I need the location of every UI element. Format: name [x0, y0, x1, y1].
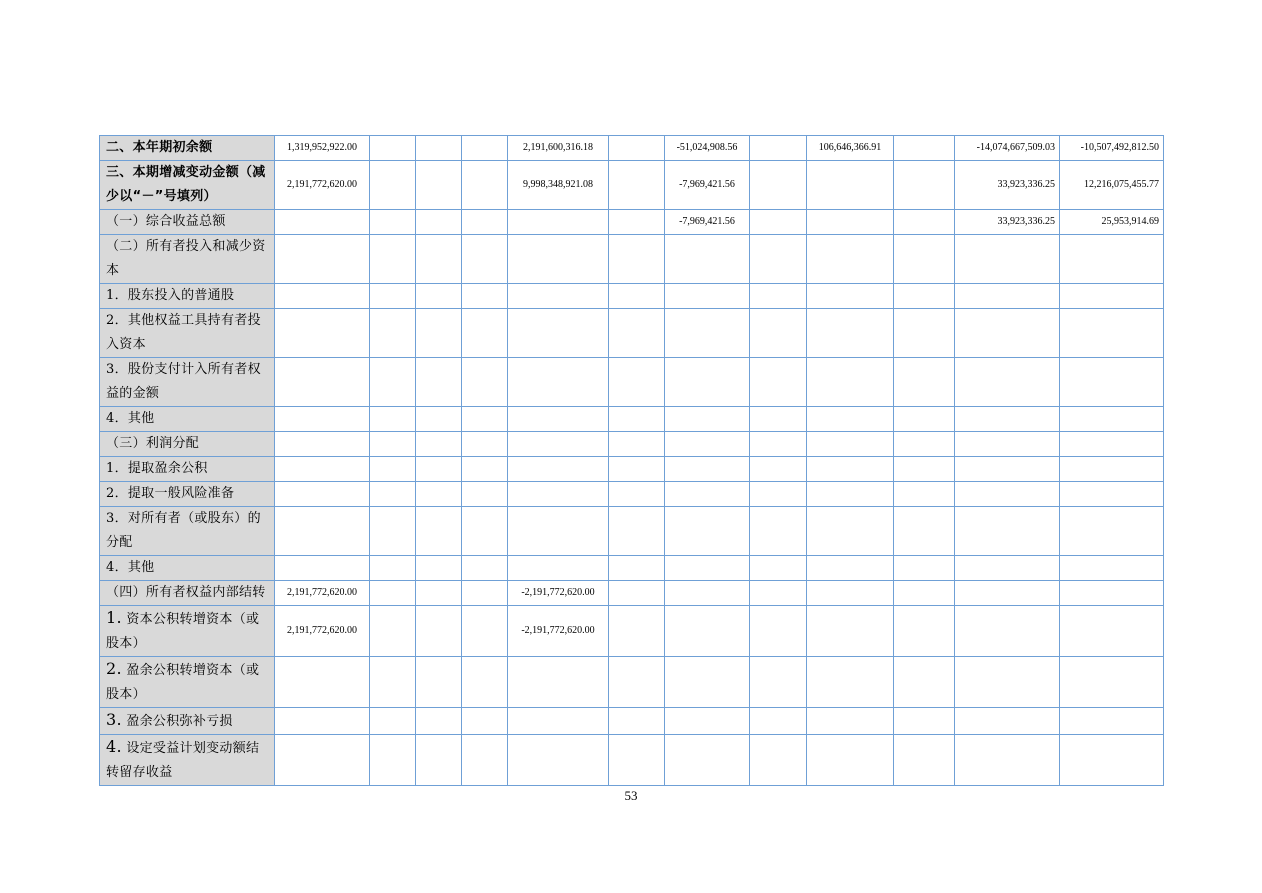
table-cell: 12,216,075,455.77	[1060, 161, 1164, 210]
table-cell	[807, 161, 894, 210]
table-cell	[807, 358, 894, 407]
table-cell	[609, 136, 665, 161]
table-row	[100, 136, 1164, 161]
table-cell	[462, 358, 508, 407]
table-cell	[894, 581, 955, 606]
table-cell	[370, 457, 416, 482]
table-cell	[665, 708, 750, 735]
table-cell	[665, 482, 750, 507]
table-cell	[807, 556, 894, 581]
table-cell	[416, 284, 462, 309]
row-label-text: 设定受益计划变动额结转留存收益	[106, 741, 260, 780]
table-cell	[894, 161, 955, 210]
table-cell	[807, 482, 894, 507]
table-cell	[955, 581, 1060, 606]
table-cell	[1060, 309, 1164, 358]
table-cell	[955, 657, 1060, 708]
table-cell	[462, 657, 508, 708]
table-cell	[665, 432, 750, 457]
table-cell	[508, 482, 609, 507]
table-cell	[750, 708, 807, 735]
table-cell	[416, 235, 462, 284]
table-cell: -51,024,908.56	[665, 136, 750, 161]
table-cell	[508, 358, 609, 407]
table-cell	[609, 457, 665, 482]
table-cell	[370, 161, 416, 210]
table-cell	[462, 708, 508, 735]
table-row	[100, 161, 1164, 210]
table-cell	[955, 507, 1060, 556]
table-cell	[665, 407, 750, 432]
table-cell	[750, 457, 807, 482]
table-cell	[416, 556, 462, 581]
table-cell	[462, 606, 508, 657]
table-cell	[462, 161, 508, 210]
table-cell	[462, 507, 508, 556]
table-cell	[1060, 482, 1164, 507]
table-cell	[807, 407, 894, 432]
row-label	[100, 606, 275, 657]
table-cell	[609, 708, 665, 735]
table-cell	[894, 482, 955, 507]
table-row	[100, 407, 1164, 432]
table-cell	[894, 309, 955, 358]
table-cell	[275, 210, 370, 235]
row-label: 2．其他权益工具持有者投入资本	[100, 309, 275, 358]
table-cell	[750, 407, 807, 432]
table-cell	[1060, 556, 1164, 581]
row-label-number: 2.	[106, 659, 122, 678]
equity-change-table	[99, 135, 1164, 786]
table-cell	[1060, 284, 1164, 309]
table-cell	[370, 210, 416, 235]
table-cell	[508, 407, 609, 432]
table-cell	[416, 482, 462, 507]
table-cell	[665, 735, 750, 786]
table-row	[100, 235, 1164, 284]
table-cell	[416, 606, 462, 657]
table-cell	[275, 708, 370, 735]
table-cell: 33,923,336.25	[955, 210, 1060, 235]
table-row	[100, 606, 1164, 657]
table-cell	[462, 432, 508, 457]
table-cell	[609, 507, 665, 556]
table-cell	[609, 235, 665, 284]
table-cell	[462, 457, 508, 482]
table-cell	[508, 309, 609, 358]
row-label-text: 资本公积转增资本（或股本）	[106, 612, 260, 651]
table-cell	[955, 735, 1060, 786]
table-cell: 2,191,772,620.00	[275, 581, 370, 606]
table-row	[100, 708, 1164, 735]
row-label-text: 盈余公积弥补亏损	[126, 714, 233, 729]
table-cell	[1060, 432, 1164, 457]
table-cell	[275, 358, 370, 407]
table-cell	[894, 556, 955, 581]
table-cell	[750, 581, 807, 606]
table-cell	[750, 309, 807, 358]
table-cell	[750, 284, 807, 309]
table-row	[100, 432, 1164, 457]
table-cell	[275, 284, 370, 309]
table-cell	[750, 606, 807, 657]
table-cell	[370, 284, 416, 309]
table-cell	[894, 708, 955, 735]
table-cell	[665, 235, 750, 284]
table-row	[100, 309, 1164, 358]
table-cell	[462, 482, 508, 507]
row-label: 4．其他	[100, 556, 275, 581]
table-cell	[370, 657, 416, 708]
table-cell	[955, 708, 1060, 735]
table-cell: -10,507,492,812.50	[1060, 136, 1164, 161]
row-label: 三、本期增减变动金额（减少以“－”号填列）	[100, 161, 275, 210]
table-cell	[416, 457, 462, 482]
table-cell	[665, 457, 750, 482]
table-cell	[508, 657, 609, 708]
table-cell	[665, 581, 750, 606]
table-cell	[955, 358, 1060, 407]
table-cell	[416, 161, 462, 210]
table-cell: 2,191,772,620.00	[275, 606, 370, 657]
table-cell	[750, 161, 807, 210]
table-cell	[416, 708, 462, 735]
row-label: （四）所有者权益内部结转	[100, 581, 275, 606]
table-cell	[609, 407, 665, 432]
table-row	[100, 735, 1164, 786]
table-cell	[609, 735, 665, 786]
row-label: 3．股份支付计入所有者权益的金额	[100, 358, 275, 407]
table-cell	[955, 235, 1060, 284]
table-cell	[508, 432, 609, 457]
table-cell	[462, 581, 508, 606]
table-cell	[370, 136, 416, 161]
table-cell	[508, 284, 609, 309]
table-cell	[609, 657, 665, 708]
row-label-number: 4.	[106, 737, 122, 756]
table-cell	[416, 657, 462, 708]
table-cell	[807, 284, 894, 309]
table-cell	[416, 210, 462, 235]
table-cell: 106,646,366.91	[807, 136, 894, 161]
table-cell	[807, 606, 894, 657]
table-cell	[665, 284, 750, 309]
table-cell	[807, 309, 894, 358]
row-label-number: 1.	[106, 608, 122, 627]
table-cell	[665, 507, 750, 556]
table-cell	[275, 556, 370, 581]
table-cell	[416, 432, 462, 457]
table-cell	[508, 556, 609, 581]
table-cell: 25,953,914.69	[1060, 210, 1164, 235]
row-label	[100, 657, 275, 708]
table-body	[100, 136, 1164, 786]
table-cell	[462, 556, 508, 581]
table-cell	[462, 735, 508, 786]
table-cell	[609, 161, 665, 210]
table-cell	[894, 136, 955, 161]
table-cell	[275, 735, 370, 786]
table-cell	[665, 657, 750, 708]
table-cell: 9,998,348,921.08	[508, 161, 609, 210]
table-cell	[955, 556, 1060, 581]
table-cell	[275, 407, 370, 432]
table-cell	[894, 235, 955, 284]
table-cell	[609, 358, 665, 407]
table-cell	[750, 735, 807, 786]
table-cell	[665, 556, 750, 581]
row-label: （一）综合收益总额	[100, 210, 275, 235]
table-cell	[807, 210, 894, 235]
table-cell	[508, 235, 609, 284]
page-number: 53	[624, 788, 638, 803]
table-cell	[1060, 657, 1164, 708]
table-cell	[807, 708, 894, 735]
table-cell	[370, 708, 416, 735]
table-cell	[508, 735, 609, 786]
table-cell	[1060, 507, 1164, 556]
row-label: 1．提取盈余公积	[100, 457, 275, 482]
table-cell	[1060, 358, 1164, 407]
table-cell	[370, 606, 416, 657]
table-cell	[807, 457, 894, 482]
table-cell	[416, 735, 462, 786]
table-cell	[416, 407, 462, 432]
table-cell	[462, 136, 508, 161]
row-label: （二）所有者投入和减少资本	[100, 235, 275, 284]
table-row	[100, 210, 1164, 235]
table-cell: -2,191,772,620.00	[508, 581, 609, 606]
table-cell	[370, 556, 416, 581]
table-cell	[807, 432, 894, 457]
table-cell	[370, 581, 416, 606]
row-label: 4．其他	[100, 407, 275, 432]
table-cell	[894, 284, 955, 309]
table-cell	[955, 284, 1060, 309]
table-cell	[807, 657, 894, 708]
table-cell	[1060, 235, 1164, 284]
table-row	[100, 358, 1164, 407]
table-cell	[1060, 581, 1164, 606]
table-cell: 1,319,952,922.00	[275, 136, 370, 161]
table-row	[100, 581, 1164, 606]
table-cell: -14,074,667,509.03	[955, 136, 1060, 161]
table-cell	[750, 210, 807, 235]
table-cell	[508, 708, 609, 735]
table-row	[100, 657, 1164, 708]
row-label: 二、本年期初余额	[100, 136, 275, 161]
table-cell	[370, 432, 416, 457]
row-label	[100, 735, 275, 786]
table-cell	[750, 657, 807, 708]
table-cell	[955, 606, 1060, 657]
row-label-text: 盈余公积转增资本（或股本）	[106, 663, 260, 702]
table-cell	[370, 482, 416, 507]
table-cell: 2,191,600,316.18	[508, 136, 609, 161]
table-row	[100, 482, 1164, 507]
table-cell: 33,923,336.25	[955, 161, 1060, 210]
table-cell	[370, 407, 416, 432]
table-cell	[955, 309, 1060, 358]
table-cell	[370, 358, 416, 407]
table-cell	[665, 358, 750, 407]
table-cell	[665, 606, 750, 657]
row-label: 1．股东投入的普通股	[100, 284, 275, 309]
table-cell	[609, 432, 665, 457]
table-cell	[750, 482, 807, 507]
table-cell	[955, 482, 1060, 507]
table-cell	[462, 309, 508, 358]
table-cell: -7,969,421.56	[665, 210, 750, 235]
table-cell	[508, 507, 609, 556]
table-cell	[609, 606, 665, 657]
table-row	[100, 457, 1164, 482]
table-row	[100, 556, 1164, 581]
table-cell	[894, 210, 955, 235]
table-cell	[894, 432, 955, 457]
table-cell	[275, 457, 370, 482]
table-cell	[416, 309, 462, 358]
table-cell	[1060, 457, 1164, 482]
table-cell	[275, 309, 370, 358]
table-cell	[609, 309, 665, 358]
table-cell	[894, 606, 955, 657]
table-cell	[609, 284, 665, 309]
table-cell	[665, 309, 750, 358]
table-cell	[1060, 708, 1164, 735]
table-cell	[275, 507, 370, 556]
table-cell	[807, 507, 894, 556]
row-label: （三）利润分配	[100, 432, 275, 457]
table-cell: 2,191,772,620.00	[275, 161, 370, 210]
table-cell	[609, 482, 665, 507]
row-label	[100, 708, 275, 735]
table-cell	[894, 507, 955, 556]
table-cell	[416, 358, 462, 407]
table-cell	[416, 136, 462, 161]
table-cell	[275, 432, 370, 457]
row-label-number: 3.	[106, 710, 122, 729]
table-cell	[462, 235, 508, 284]
table-cell	[894, 407, 955, 432]
table-cell	[750, 507, 807, 556]
table-cell	[1060, 735, 1164, 786]
table-cell	[609, 210, 665, 235]
row-label: 2．提取一般风险准备	[100, 482, 275, 507]
table-cell	[275, 235, 370, 284]
table-cell	[370, 735, 416, 786]
table-cell	[1060, 606, 1164, 657]
table-cell	[370, 507, 416, 556]
table-cell	[894, 358, 955, 407]
table-cell	[894, 457, 955, 482]
table-cell	[750, 432, 807, 457]
table-row	[100, 507, 1164, 556]
table-cell	[955, 432, 1060, 457]
table-cell	[462, 210, 508, 235]
table-cell	[462, 284, 508, 309]
table-cell	[955, 407, 1060, 432]
table-cell	[955, 457, 1060, 482]
table-cell: -7,969,421.56	[665, 161, 750, 210]
table-cell	[750, 235, 807, 284]
table-cell	[416, 581, 462, 606]
table-cell	[807, 735, 894, 786]
table-cell	[275, 482, 370, 507]
table-cell	[609, 581, 665, 606]
table-cell	[807, 235, 894, 284]
table-cell	[1060, 407, 1164, 432]
table-cell	[609, 556, 665, 581]
table-cell: -2,191,772,620.00	[508, 606, 609, 657]
table-cell	[750, 136, 807, 161]
table-cell	[370, 235, 416, 284]
table-cell	[508, 210, 609, 235]
table-cell	[894, 735, 955, 786]
table-cell	[508, 457, 609, 482]
table-cell	[462, 407, 508, 432]
table-cell	[894, 657, 955, 708]
table-cell	[750, 556, 807, 581]
row-label: 3．对所有者（或股东）的分配	[100, 507, 275, 556]
table-cell	[807, 581, 894, 606]
table-cell	[750, 358, 807, 407]
table-cell	[275, 657, 370, 708]
table-row	[100, 284, 1164, 309]
table-cell	[416, 507, 462, 556]
table-cell	[370, 309, 416, 358]
